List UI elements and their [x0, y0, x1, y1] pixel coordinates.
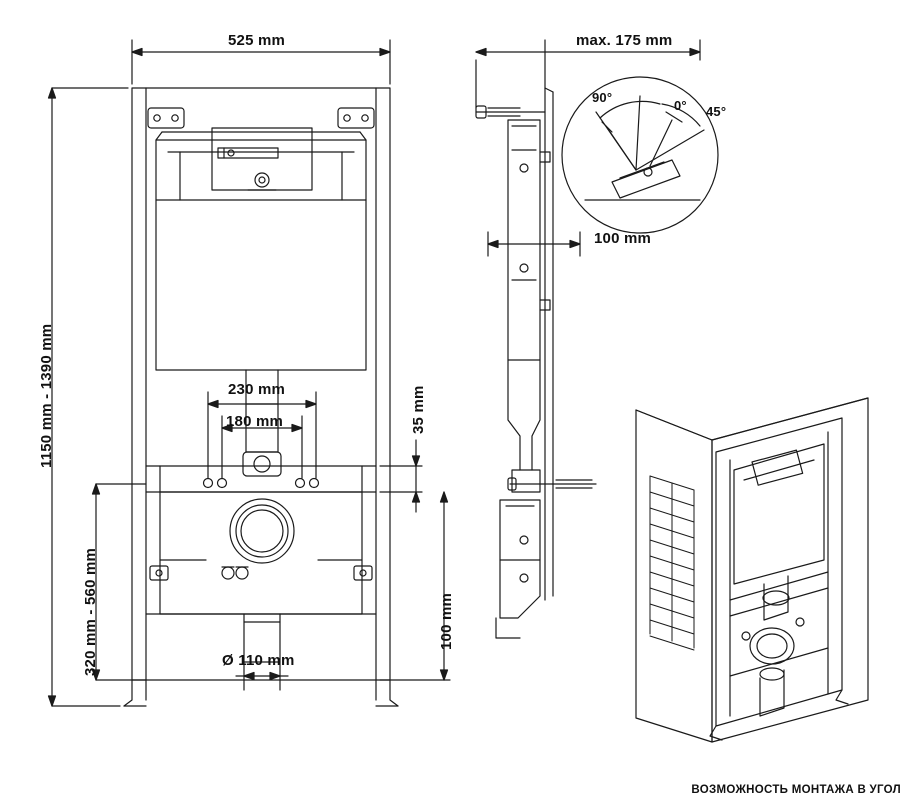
- dim-inner-spacing: 180 mm: [226, 413, 284, 430]
- dim-bolt-spacing: 230 mm: [228, 381, 286, 398]
- dim-side-depth-max: max. 175 mm: [576, 32, 673, 49]
- dim-pipe-diameter: Ø 110 mm: [222, 652, 295, 669]
- dim-height-range: 1150 mm - 1390 mm: [38, 323, 55, 468]
- dim-offset-35: 35 mm: [410, 385, 427, 434]
- dim-side-offset-100: 100 mm: [594, 230, 652, 247]
- footnote-text: ВОЗМОЖНОСТЬ МОНТАЖА В УГОЛ: [691, 784, 901, 796]
- angle-90-label: 90°: [592, 90, 613, 105]
- angle-0-label: 0°: [674, 98, 687, 113]
- dim-offset-100-front: 100 mm: [438, 592, 455, 650]
- dim-outlet-height-range: 320 mm - 560 mm: [82, 547, 99, 676]
- angle-45-label: 45°: [706, 104, 727, 119]
- dim-width-top: 525 mm: [228, 32, 286, 49]
